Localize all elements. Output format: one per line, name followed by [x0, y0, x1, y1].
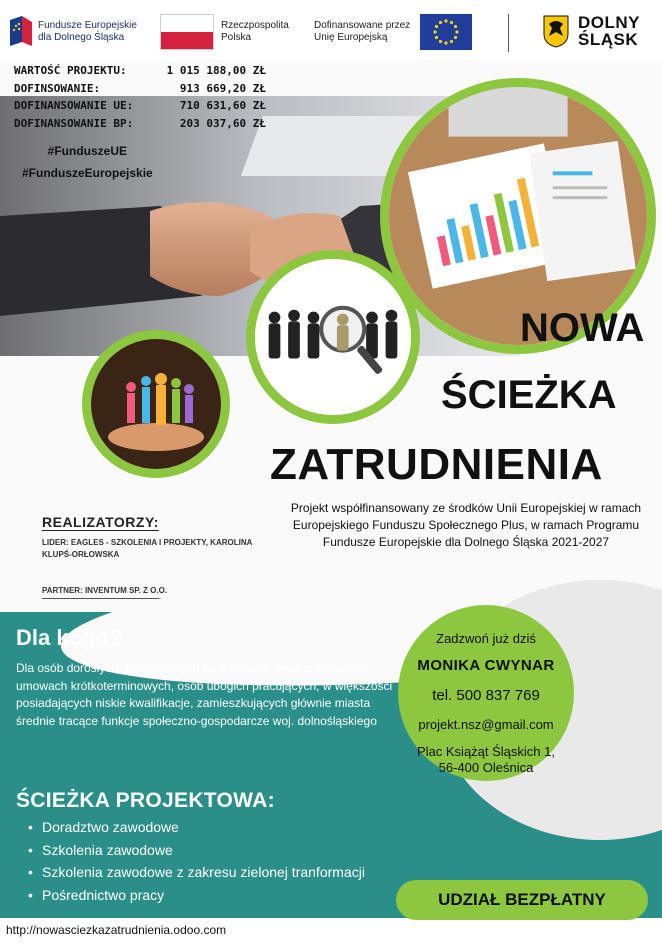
- dolny-slask-eagle-icon: [542, 14, 570, 48]
- region-name: DOLNY ŚLĄSK: [578, 13, 640, 49]
- value-label: WARTOŚĆ PROJEKTU:: [14, 64, 127, 77]
- rp-logo-text: Rzeczpospolita Polska: [221, 20, 289, 43]
- contact-circle: [398, 605, 574, 781]
- hashtag: #FunduszeUE: [47, 144, 128, 158]
- value-row: [14, 115, 266, 133]
- website-link[interactable]: http://nowasciezkazatrudnienia.odoo.com: [6, 923, 227, 937]
- contact-phone[interactable]: tel. 500 837 769: [432, 687, 540, 704]
- eu-star-icon: [450, 40, 453, 43]
- list-item: • Pośrednictwo pracy: [28, 886, 165, 903]
- value-label: DOFINANSOWANIE UE:: [14, 99, 134, 112]
- value-row: [14, 62, 266, 80]
- eu-star-icon: [455, 30, 458, 33]
- value-amount: 203 037,60 ZŁ: [179, 116, 266, 130]
- eu-star-icon: [439, 21, 442, 24]
- value-row: [14, 80, 266, 98]
- fe-logo-text: Fundusze Europejskie dla Dolnego Śląska: [38, 20, 137, 43]
- funding-description: Projekt współfinansowany ze środków Unii Europejskiej w ramach Europejskiego Funduszu Społecznego Plus, w ramach Programu Fundusze Europejskie dla Dolnego Śląska 2021-2027: [290, 501, 642, 549]
- contact-address-line1: Plac Książąt Śląskich 1,: [416, 744, 555, 759]
- magnifier-people-circle: [246, 250, 420, 424]
- title-line-2: ŚCIEŻKA: [441, 373, 617, 417]
- value-amount: 1 015 188,00 ZŁ: [166, 64, 266, 77]
- sciezka-list: [28, 816, 365, 906]
- hashtags: [22, 140, 153, 184]
- logo-bar: [0, 0, 662, 60]
- eu-star-icon: [444, 41, 447, 44]
- eu-star-icon: [435, 25, 438, 28]
- contact-intro: Zadzwoń już dziś: [436, 631, 536, 646]
- value-label: DOFINSOWANIE:: [14, 81, 101, 95]
- list-item: • Szkolenia zawodowe z zakresu zielonej tranformacji: [28, 864, 365, 880]
- fundusze-europejskie-logo-icon: [8, 14, 34, 48]
- value-amount: 913 669,20 ZŁ: [179, 81, 266, 95]
- eu-star-icon: [454, 25, 457, 28]
- value-row: [14, 97, 266, 115]
- contact-name: MONIKA CWYNAR: [417, 657, 555, 674]
- contact-email[interactable]: projekt.nsz@gmail.com: [418, 717, 554, 732]
- value-label: DOFINANSOWANIE BP:: [14, 116, 134, 130]
- polish-flag-icon: [160, 14, 214, 50]
- eu-star-icon: [433, 30, 436, 33]
- dla-kogo-heading: Dla kogo?: [16, 625, 123, 650]
- hand-figures-circle: [82, 330, 230, 478]
- list-item: • Szkolenia zawodowe: [28, 841, 173, 858]
- eu-star-icon: [444, 19, 447, 22]
- eu-flag-icon: [420, 14, 472, 50]
- title-line-3: ZATRUDNIENIA: [270, 440, 603, 489]
- eu-star-icon: [435, 36, 438, 39]
- hashtag: #FunduszeEuropejskie: [22, 166, 153, 180]
- sciezka-heading: ŚCIEŻKA PROJEKTOWA:: [16, 789, 275, 812]
- partner-text: PARTNER: INVENTUM SP. Z O.O.: [42, 586, 168, 595]
- dla-kogo-text: Dla osób dorosłych, zatrudnionych na umowach cywilno-prawnych, umowach krótkoterminowych, osób ubogich pracujących, w większości posiadających niskie kwalifikacje, zamieszkujących głównie miasta średnie tracące funkcje społeczno-gospodarcze woj. dolnośląskiego: [16, 661, 393, 728]
- header-divider: [508, 14, 509, 52]
- free-participation-badge: UDZIAŁ BEZPŁATNY: [396, 880, 648, 920]
- value-amount: 710 631,60 ZŁ: [179, 99, 266, 112]
- lider-text: LIDER: EAGLES - SZKOLENIA I PROJEKTY, KAROLINA KLUPŚ-ORŁOWSKA: [42, 538, 253, 559]
- eu-star-icon: [439, 40, 442, 43]
- eu-star-icon: [450, 21, 453, 24]
- title-line-1: NOWA: [520, 306, 645, 350]
- list-item: • Doradztwo zawodowe: [28, 819, 179, 835]
- realizatorzy-heading: REALIZATORZY:: [42, 514, 159, 530]
- project-values: [14, 62, 266, 132]
- contact-address-line2: 56-400 Oleśnica: [438, 760, 534, 775]
- eu-star-icon: [454, 36, 457, 39]
- ue-logo-text: Dofinansowane przez Unię Europejską: [314, 20, 411, 43]
